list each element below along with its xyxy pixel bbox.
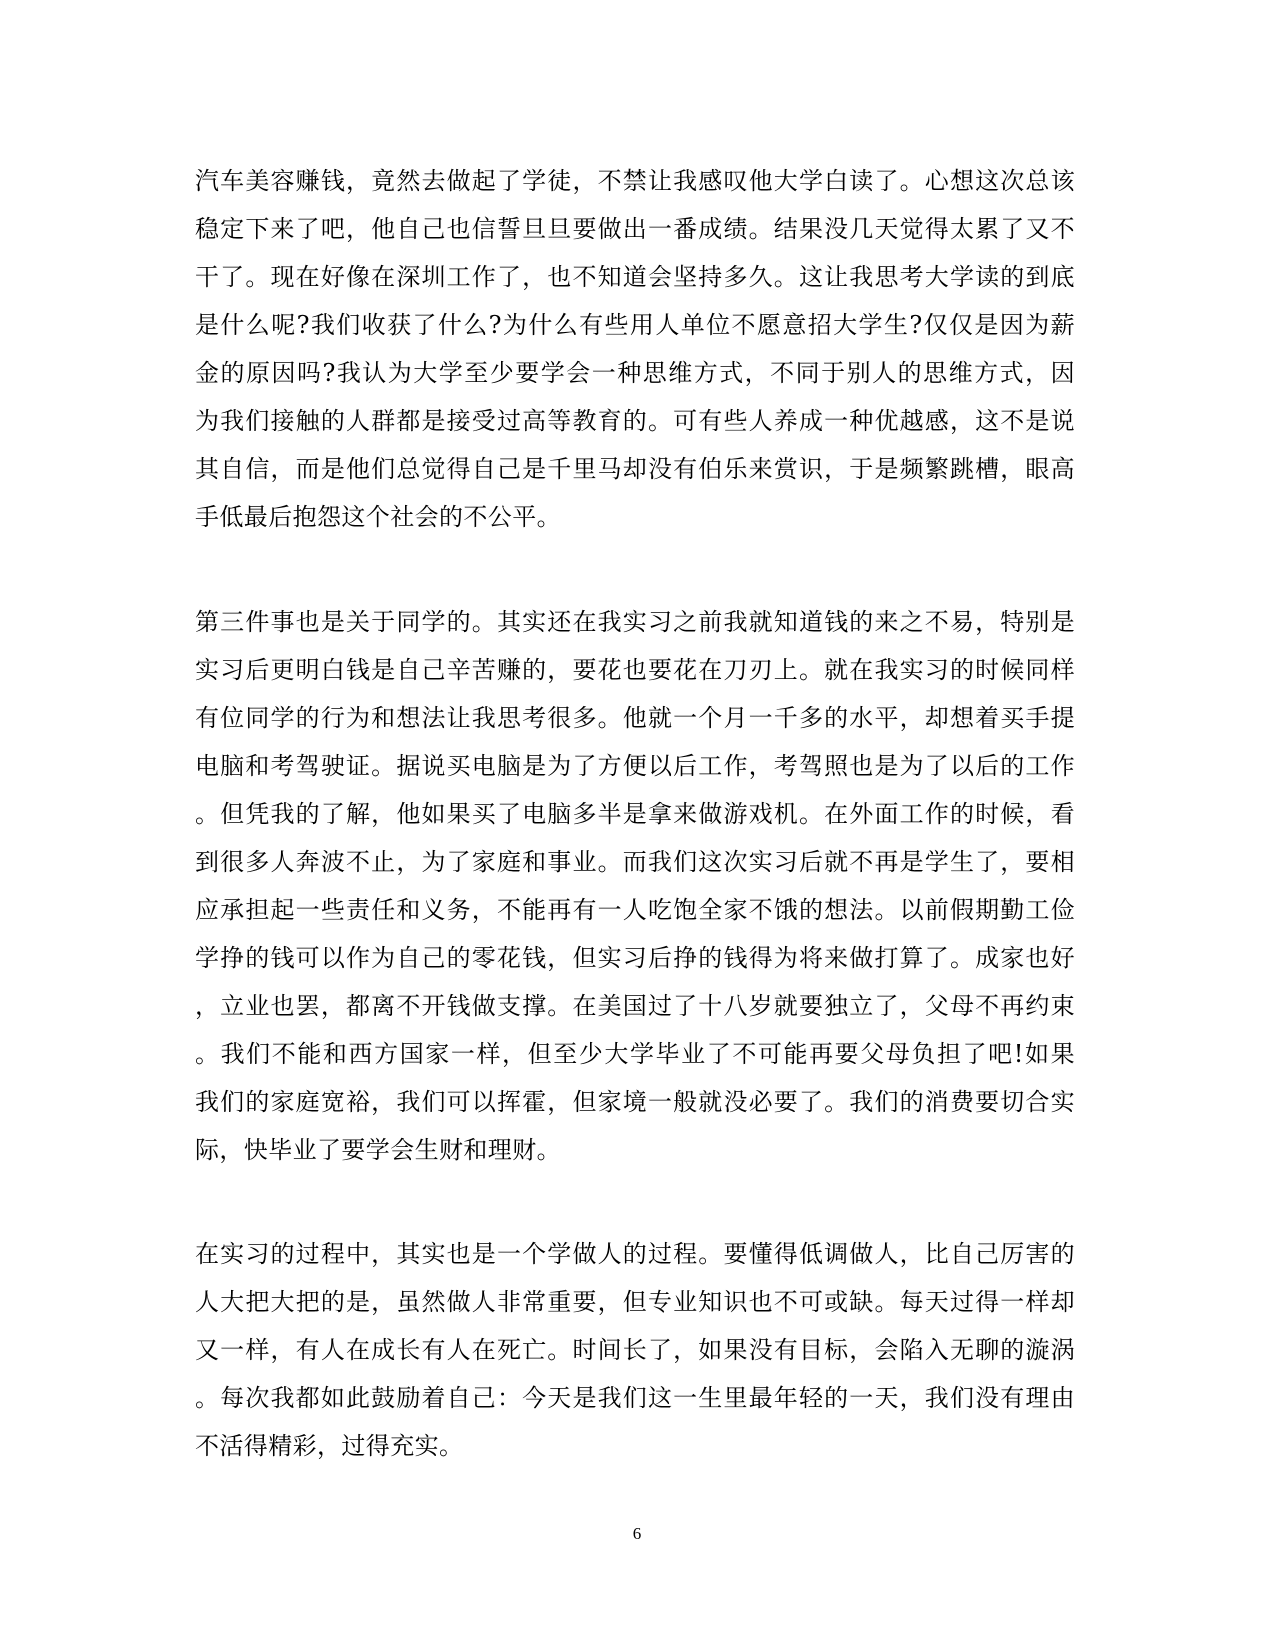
- paragraph-line: ，立业也罢，都离不开钱做支撑。在美国过了十八岁就要独立了，父母不再约束: [195, 992, 1075, 1020]
- paragraph-line: 金的原因吗?我认为大学至少要学会一种思维方式，不同于别人的思维方式，因: [195, 359, 1075, 387]
- paragraph-line: 干了。现在好像在深圳工作了，也不知道会坚持多久。这让我思考大学读的到底: [195, 263, 1075, 291]
- paragraph-line: 到很多人奔波不止，为了家庭和事业。而我们这次实习后就不再是学生了，要相: [195, 848, 1075, 876]
- paragraph-line: 应承担起一些责任和义务，不能再有一人吃饱全家不饿的想法。以前假期勤工俭: [195, 896, 1075, 924]
- page-number: 6: [632, 1524, 642, 1543]
- paragraph-line: 手低最后抱怨这个社会的不公平。: [195, 503, 561, 531]
- paragraph-line: 是什么呢?我们收获了什么?为什么有些用人单位不愿意招大学生?仅仅是因为薪: [195, 311, 1075, 339]
- paragraph-3: [195, 1230, 1075, 1470]
- paragraph-line: 人大把大把的是，虽然做人非常重要，但专业知识也不可或缺。每天过得一样却: [195, 1288, 1075, 1316]
- paragraph-line: 际，快毕业了要学会生财和理财。: [195, 1136, 561, 1164]
- paragraph-line: 学挣的钱可以作为自己的零花钱，但实习后挣的钱得为将来做打算了。成家也好: [195, 944, 1075, 972]
- paragraph-line: 第三件事也是关于同学的。其实还在我实习之前我就知道钱的来之不易，特别是: [195, 608, 1075, 636]
- paragraph-line: 稳定下来了吧，他自己也信誓旦旦要做出一番成绩。结果没几天觉得太累了又不: [195, 215, 1075, 243]
- paragraph-line: 在实习的过程中，其实也是一个学做人的过程。要懂得低调做人，比自己厉害的: [195, 1240, 1075, 1268]
- paragraph-1: [195, 157, 1075, 541]
- paragraph-line: 汽车美容赚钱，竟然去做起了学徒，不禁让我感叹他大学白读了。心想这次总该: [195, 167, 1075, 195]
- paragraph-line: 实习后更明白钱是自己辛苦赚的，要花也要花在刀刃上。就在我实习的时候同样: [195, 656, 1075, 684]
- paragraph-line: 我们的家庭宽裕，我们可以挥霍，但家境一般就没必要了。我们的消费要切合实: [195, 1088, 1075, 1116]
- paragraph-line: 为我们接触的人群都是接受过高等教育的。可有些人养成一种优越感，这不是说: [195, 407, 1075, 435]
- paragraph-line: 。我们不能和西方国家一样，但至少大学毕业了不可能再要父母负担了吧!如果: [195, 1040, 1075, 1068]
- paragraph-line: 。每次我都如此鼓励着自己：今天是我们这一生里最年轻的一天，我们没有理由: [195, 1384, 1075, 1412]
- paragraph-line: 不活得精彩，过得充实。: [195, 1432, 464, 1460]
- paragraph-line: 。但凭我的了解，他如果买了电脑多半是拿来做游戏机。在外面工作的时候，看: [195, 800, 1075, 828]
- paragraph-line: 又一样，有人在成长有人在死亡。时间长了，如果没有目标，会陷入无聊的漩涡: [195, 1336, 1075, 1364]
- paragraph-2: [195, 598, 1075, 1174]
- paragraph-line: 电脑和考驾驶证。据说买电脑是为了方便以后工作，考驾照也是为了以后的工作: [195, 752, 1075, 780]
- paragraph-line: 有位同学的行为和想法让我思考很多。他就一个月一千多的水平，却想着买手提: [195, 704, 1075, 732]
- paragraph-line: 其自信，而是他们总觉得自己是千里马却没有伯乐来赏识，于是频繁跳槽，眼高: [195, 455, 1075, 483]
